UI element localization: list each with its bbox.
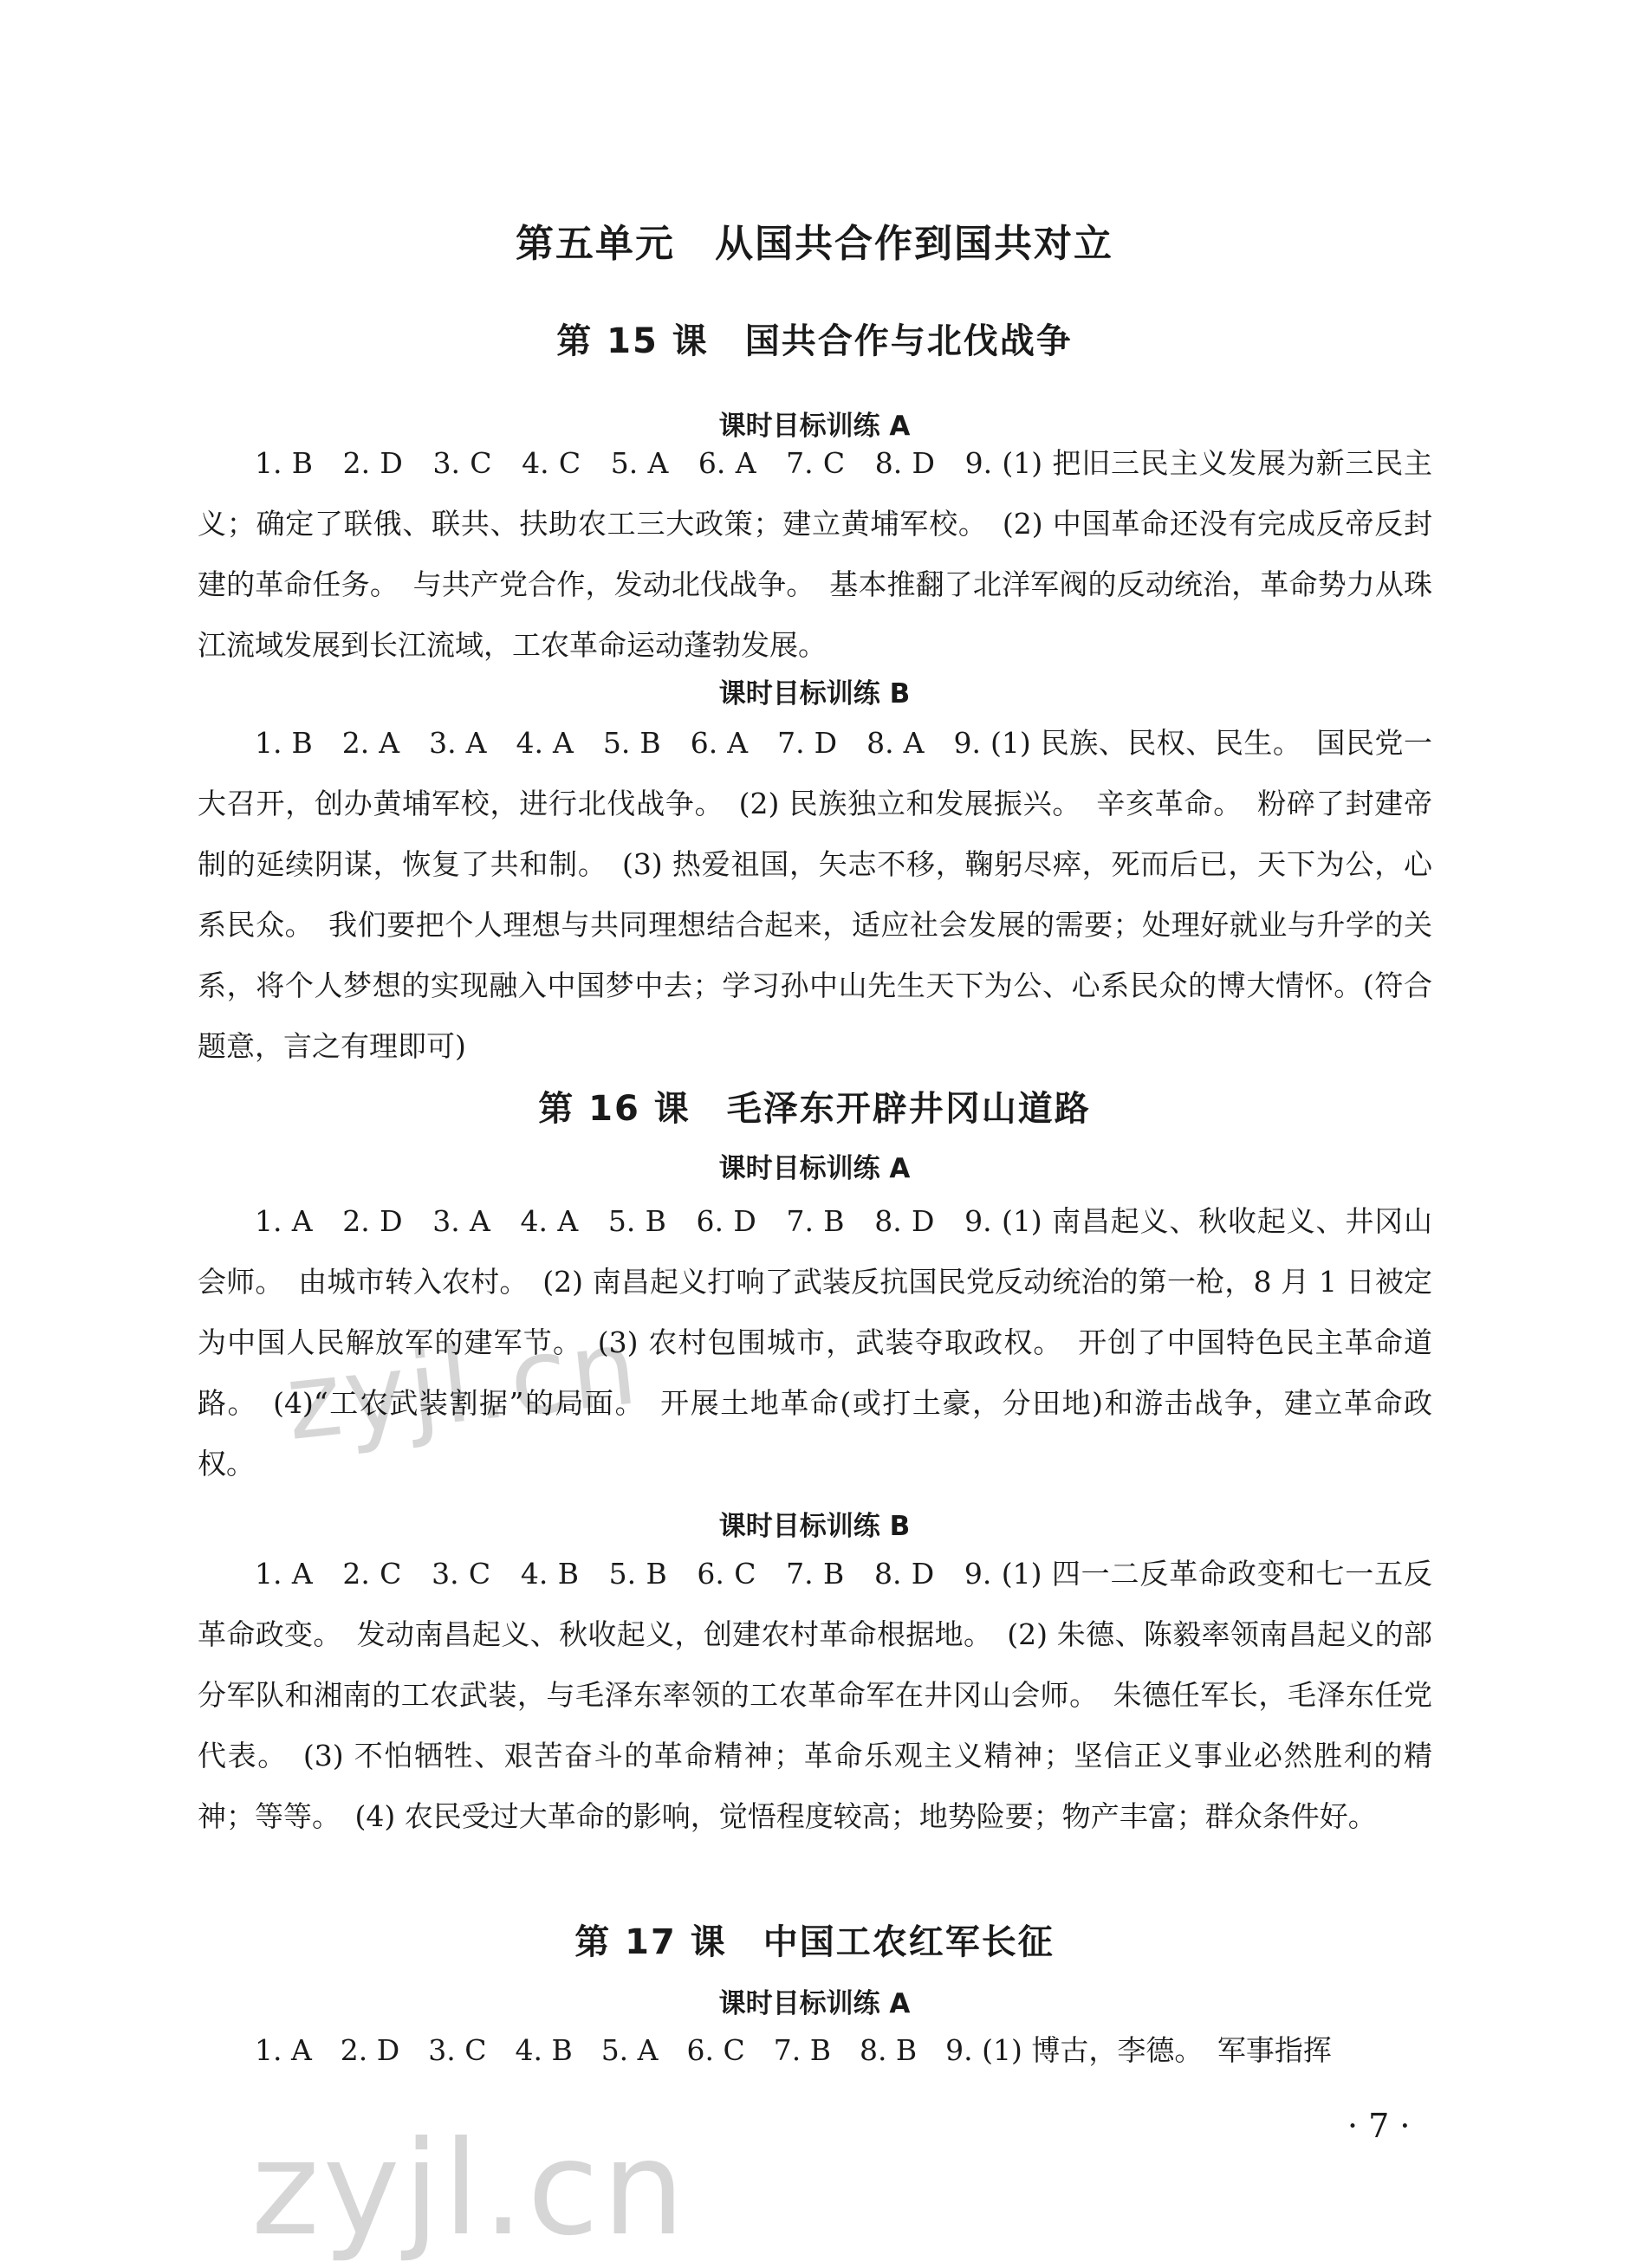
watermark-bottom: zyjl.cn <box>251 2114 689 2265</box>
page-number: · 7 · <box>1347 2107 1411 2145</box>
lesson-16-section-b-answers: 1. A 2. C 3. C 4. B 5. B 6. C 7. B 8. D 9. (1) 四一二反革命政变和七一五反革命政变。 发动南昌起义、秋收起义，创建农村革命根据地。 (2) 朱德、陈毅率领南昌起义的部分军队和湘南的工农武装，与毛泽东率领的工农革命军在井冈山会师。 朱德任军长，毛泽东任党代表。 (3) 不怕牺牲、艰苦奋斗的革命精神；革命乐观主义精神；坚信正义事业必然胜利的精神；等等。 (4) 农民受过大革命的影响，觉悟程度较高；地势险要；物产丰富；群众条件好。 <box>198 1557 1432 1833</box>
lesson-16-section-a-answers: 1. A 2. D 3. A 4. A 5. B 6. D 7. B 8. D 9. (1) 南昌起义、秋收起义、井冈山会师。 由城市转入农村。 (2) 南昌起义打响了武装反抗国民党反动统治的第一枪，8 月 1 日被定为中国人民解放军的建军节。 (3) 农村包围城市，武装夺取政权。 开创了中国特色民主革命道路。 (4)“工农武装割据”的局面。 开展土地革命(或打土豪，分田地)和游击战争，建立革命政权。 <box>198 1204 1432 1481</box>
lesson-16-section-a-heading: 课时目标训练 A <box>718 1153 911 1184</box>
lesson-15-section-a-answers: 1. B 2. D 3. C 4. C 5. A 6. A 7. C 8. D 9. (1) 把旧三民主义发展为新三民主义；确定了联俄、联共、扶助农工三大政策；建立黄埔军校。 (2) 中国革命还没有完成反帝反封建的革命任务。 与共产党合作，发动北伐战争。 基本推翻了北洋军阀的反动统治，革命势力从珠江流域发展到长江流域，工农革命运动蓬勃发展。 <box>198 446 1432 662</box>
lesson-15-section-b-answers: 1. B 2. A 3. A 4. A 5. B 6. A 7. D 8. A 9. (1) 民族、民权、民生。 国民党一大召开，创办黄埔军校，进行北伐战争。 (2) 民族独立和发展振兴。 辛亥革命。 粉碎了封建帝制的延续阴谋，恢复了共和制。 (3) 热爱祖国，矢志不移，鞠躬尽瘁，死而后已，天下为公，心系民众。 我们要把个人理想与共同理想结合起来，适应社会发展的需要；处理好就业与升学的关系，将个人梦想的实现融入中国梦中去；学习孙中山先生天下为公、心系民众的博大情怀。(符合题意，言之有理即可) <box>198 726 1432 1063</box>
lesson-15-section-b-heading: 课时目标训练 B <box>718 678 911 710</box>
lesson-17-section-a-answers: 1. A 2. D 3. C 4. B 5. A 6. C 7. B 8. B 9. (1) 博古，李德。 军事指挥 <box>255 2033 1332 2067</box>
unit-title: 第五单元 从国共合作到国共对立 <box>516 222 1113 266</box>
lesson-17-title: 第 17 课 中国工农红军长征 <box>574 1922 1055 1962</box>
lesson-15-title: 第 15 课 国共合作与北伐战争 <box>556 321 1073 361</box>
lesson-17-section-a-heading: 课时目标训练 A <box>718 1988 911 2019</box>
lesson-16-section-b-heading: 课时目标训练 B <box>718 1511 911 1542</box>
watermark-middle: zyjl.cn <box>280 1307 646 1464</box>
lesson-15-section-a-heading: 课时目标训练 A <box>718 411 911 442</box>
lesson-16-title: 第 16 课 毛泽东开辟井冈山道路 <box>538 1089 1091 1129</box>
